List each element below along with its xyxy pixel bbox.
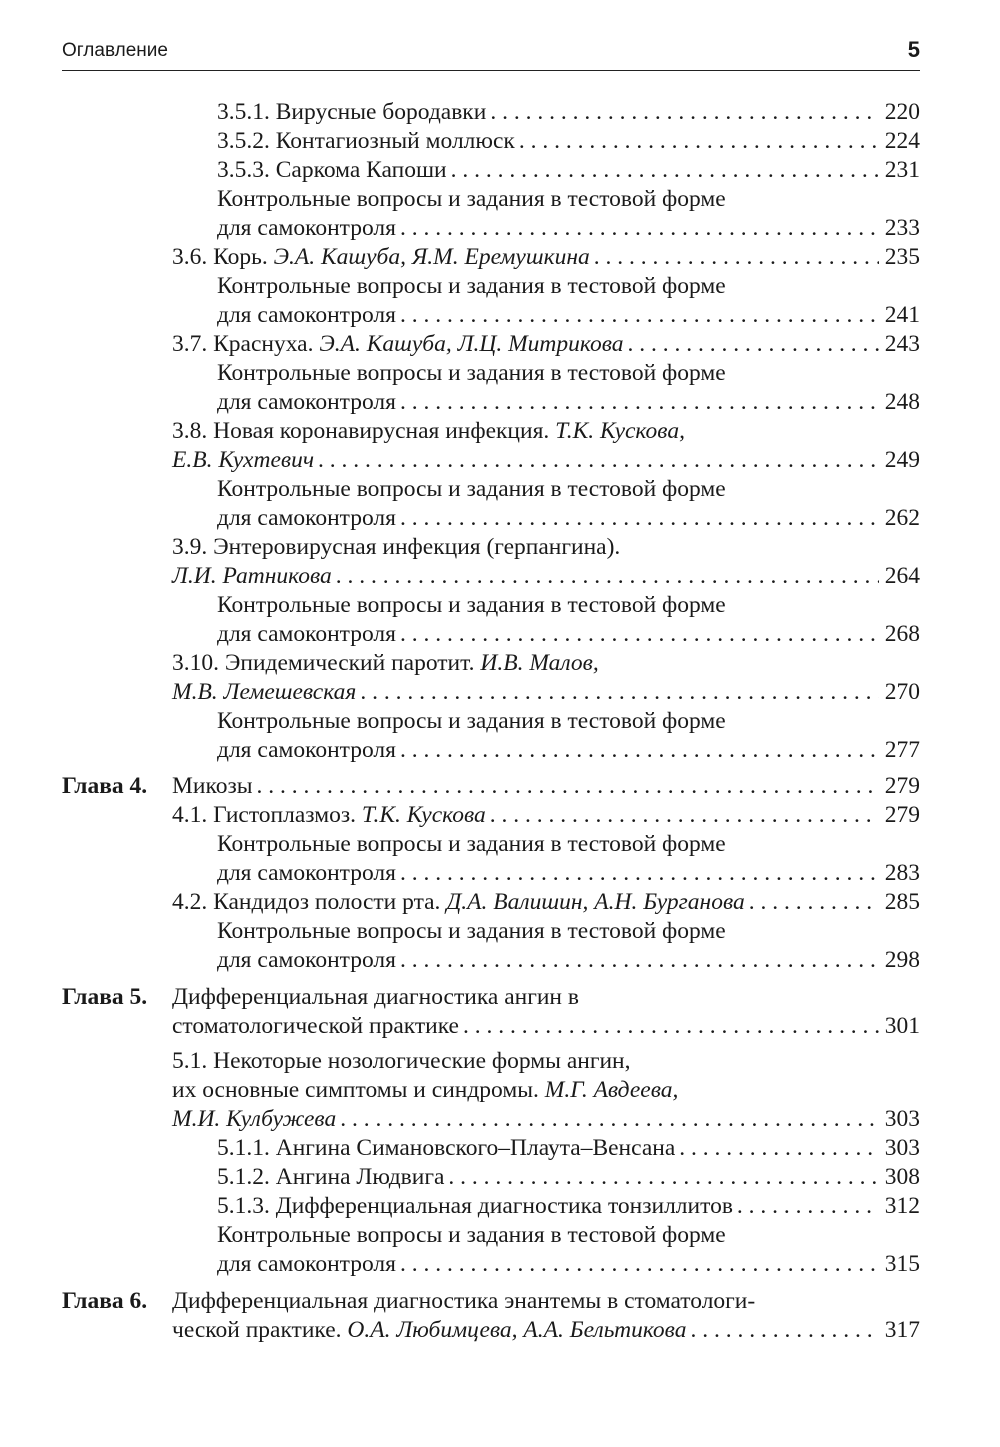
- toc-author: Е.В. Кухтевич: [172, 447, 315, 473]
- toc-page: 224: [884, 128, 920, 154]
- toc-page: 231: [884, 157, 920, 183]
- toc-entry[interactable]: для самоконтроля . . . 268: [217, 620, 920, 649]
- toc-author: Л.И. Ратникова: [172, 563, 332, 589]
- dot-leader: [340, 1105, 879, 1134]
- toc-author: М.Г. Авдеева,: [544, 1077, 679, 1103]
- toc-author: М.В. Лемешевская: [172, 679, 357, 705]
- toc-page: 303: [884, 1106, 920, 1132]
- toc-author: Э.А. Кашуба, Л.Ц. Митрикова: [319, 331, 624, 357]
- header-title: Оглавление: [62, 40, 168, 61]
- dot-leader: [400, 620, 879, 649]
- toc-entry-text[interactable]: их основные симптомы и синдромы. М.Г. Авдеева,: [172, 1077, 679, 1103]
- toc-entry-text[interactable]: Контрольные вопросы и задания в тестовой форме: [217, 186, 726, 212]
- toc-entry[interactable]: 3.5.2. Контагиозный моллюск . . . 224: [217, 127, 920, 156]
- toc-entry-text[interactable]: Контрольные вопросы и задания в тестовой форме: [217, 1222, 726, 1248]
- toc-entry[interactable]: 4.2. Кандидоз полости рта. Д.А. Валишин, А.Н. Бурганова . . . 285: [172, 888, 920, 917]
- dot-leader: [690, 1316, 878, 1345]
- toc-page: 279: [884, 773, 920, 799]
- toc-entry-text[interactable]: Контрольные вопросы и задания в тестовой форме: [217, 360, 726, 386]
- chapter-label: Глава 4.: [62, 773, 148, 799]
- toc-entry[interactable]: для самоконтроля . . . 233: [217, 214, 920, 243]
- toc-entry-text[interactable]: Контрольные вопросы и задания в тестовой форме: [217, 831, 726, 857]
- chapter-label: Глава 5.: [62, 984, 148, 1010]
- toc-entry[interactable]: 3.6. Корь. Э.А. Кашуба, Я.М. Еремушкина . . . 235: [172, 243, 920, 272]
- dot-leader: [336, 562, 879, 591]
- chapter-label: Глава 6.: [62, 1288, 148, 1314]
- dot-leader: [400, 388, 879, 417]
- toc-entry-text[interactable]: 3.8. Новая коронавирусная инфекция. Т.К. Кускова,: [172, 418, 685, 444]
- toc-entry[interactable]: стоматологической практике . . . 301: [172, 1012, 920, 1041]
- toc-page: 220: [884, 99, 920, 125]
- toc-entry[interactable]: Микозы . . . 279: [172, 772, 920, 801]
- toc-entry[interactable]: [172, 562, 920, 591]
- toc-entry[interactable]: [172, 446, 920, 475]
- toc-entry[interactable]: 5.1.1. Ангина Симановского–Плаута–Венсана . . . 303: [217, 1134, 920, 1163]
- toc-entry-text[interactable]: 3.9. Энтеровирусная инфекция (герпангина).: [172, 534, 621, 560]
- toc-page: 279: [884, 802, 920, 828]
- toc-author: Т.К. Кускова: [361, 802, 486, 828]
- toc-page: 270: [884, 679, 920, 705]
- toc-author: Д.А. Валишин, А.Н. Бурганова: [446, 889, 745, 915]
- toc-page: 315: [884, 1251, 920, 1277]
- toc-page: 235: [884, 244, 920, 270]
- toc-entry-text[interactable]: Контрольные вопросы и задания в тестовой форме: [217, 918, 726, 944]
- toc-entry[interactable]: [172, 678, 920, 707]
- dot-leader: [679, 1134, 878, 1163]
- toc-author: И.В. Малов,: [480, 650, 599, 676]
- dot-leader: [519, 127, 879, 156]
- toc-entry[interactable]: 3.7. Краснуха. Э.А. Кашуба, Л.Ц. Митрикова . . . 243: [172, 330, 920, 359]
- dot-leader: [451, 156, 879, 185]
- toc-author: Т.К. Кускова,: [555, 418, 685, 444]
- dot-leader: [360, 678, 878, 707]
- toc-entry[interactable]: для самоконтроля . . . 277: [217, 736, 920, 765]
- dot-leader: [400, 736, 879, 765]
- dot-leader: [490, 801, 879, 830]
- toc-page: 264: [884, 563, 920, 589]
- toc-page: 303: [884, 1135, 920, 1161]
- toc-page: 249: [884, 447, 920, 473]
- toc-entry-text[interactable]: 3.10. Эпидемический паротит. И.В. Малов,: [172, 650, 599, 676]
- toc-entry-text[interactable]: Контрольные вопросы и задания в тестовой форме: [217, 476, 726, 502]
- toc-entry[interactable]: для самоконтроля . . . 262: [217, 504, 920, 533]
- toc-page: 268: [884, 621, 920, 647]
- toc-page: 283: [884, 860, 920, 886]
- toc-entry[interactable]: для самоконтроля . . . 283: [217, 859, 920, 888]
- toc-entry-text[interactable]: Контрольные вопросы и задания в тестовой форме: [217, 592, 726, 618]
- toc-page: 298: [884, 947, 920, 973]
- toc-page: 301: [884, 1013, 920, 1039]
- toc-author: Э.А. Кашуба, Я.М. Еремушкина: [273, 244, 590, 270]
- dot-leader: [594, 243, 879, 272]
- dot-leader: [400, 946, 879, 975]
- toc-entry[interactable]: для самоконтроля . . . 248: [217, 388, 920, 417]
- dot-leader: [257, 772, 879, 801]
- toc-entry[interactable]: ческой практике. О.А. Любимцева, А.А. Бельтикова . . . 317: [172, 1316, 920, 1345]
- dot-leader: [400, 301, 879, 330]
- toc-entry[interactable]: 3.5.1. Вирусные бородавки . . . 220: [217, 98, 920, 127]
- toc-entry[interactable]: 5.1.2. Ангина Людвига . . . 308: [217, 1163, 920, 1192]
- page-number: 5: [907, 37, 920, 62]
- toc-entry[interactable]: для самоконтроля . . . 241: [217, 301, 920, 330]
- toc-entry[interactable]: для самоконтроля . . . 298: [217, 946, 920, 975]
- toc-page: 277: [884, 737, 920, 763]
- toc-entry[interactable]: [172, 1105, 920, 1134]
- dot-leader: [463, 1012, 879, 1041]
- toc-entry-text[interactable]: Дифференциальная диагностика ангин в: [172, 984, 579, 1010]
- toc-page: 262: [884, 505, 920, 531]
- dot-leader: [448, 1163, 878, 1192]
- dot-leader: [400, 214, 879, 243]
- running-header: [62, 36, 920, 71]
- dot-leader: [737, 1192, 879, 1221]
- dot-leader: [628, 330, 879, 359]
- dot-leader: [400, 1250, 879, 1279]
- toc-page: 317: [884, 1317, 920, 1343]
- toc-author: М.И. Кулбужева: [172, 1106, 337, 1132]
- dot-leader: [400, 859, 879, 888]
- toc-entry[interactable]: 4.1. Гистоплазмоз. Т.К. Кускова . . . 279: [172, 801, 920, 830]
- toc-page: 285: [884, 889, 920, 915]
- dot-leader: [318, 446, 879, 475]
- dot-leader: [749, 888, 879, 917]
- toc-page: 241: [884, 302, 920, 328]
- toc-page: 243: [884, 331, 920, 357]
- toc-entry[interactable]: 5.1.3. Дифференциальная диагностика тонзиллитов . . . 312: [217, 1192, 920, 1221]
- toc-entry-text[interactable]: Контрольные вопросы и задания в тестовой форме: [217, 273, 726, 299]
- toc-page: 248: [884, 389, 920, 415]
- toc-entry-text[interactable]: Контрольные вопросы и задания в тестовой форме: [217, 708, 726, 734]
- toc-entry[interactable]: для самоконтроля . . . 315: [217, 1250, 920, 1279]
- dot-leader: [490, 98, 878, 127]
- toc-entry-text[interactable]: 5.1. Некоторые нозологические формы ангин,: [172, 1048, 631, 1074]
- toc-page: 308: [884, 1164, 920, 1190]
- toc-entry[interactable]: 3.5.3. Саркома Капоши . . . 231: [217, 156, 920, 185]
- dot-leader: [400, 504, 879, 533]
- toc-entry-text[interactable]: Дифференциальная диагностика энантемы в стоматологи-: [172, 1288, 756, 1314]
- toc-page: 312: [884, 1193, 920, 1219]
- toc-page: 233: [884, 215, 920, 241]
- toc-author: О.А. Любимцева, А.А. Бельтикова: [347, 1317, 687, 1343]
